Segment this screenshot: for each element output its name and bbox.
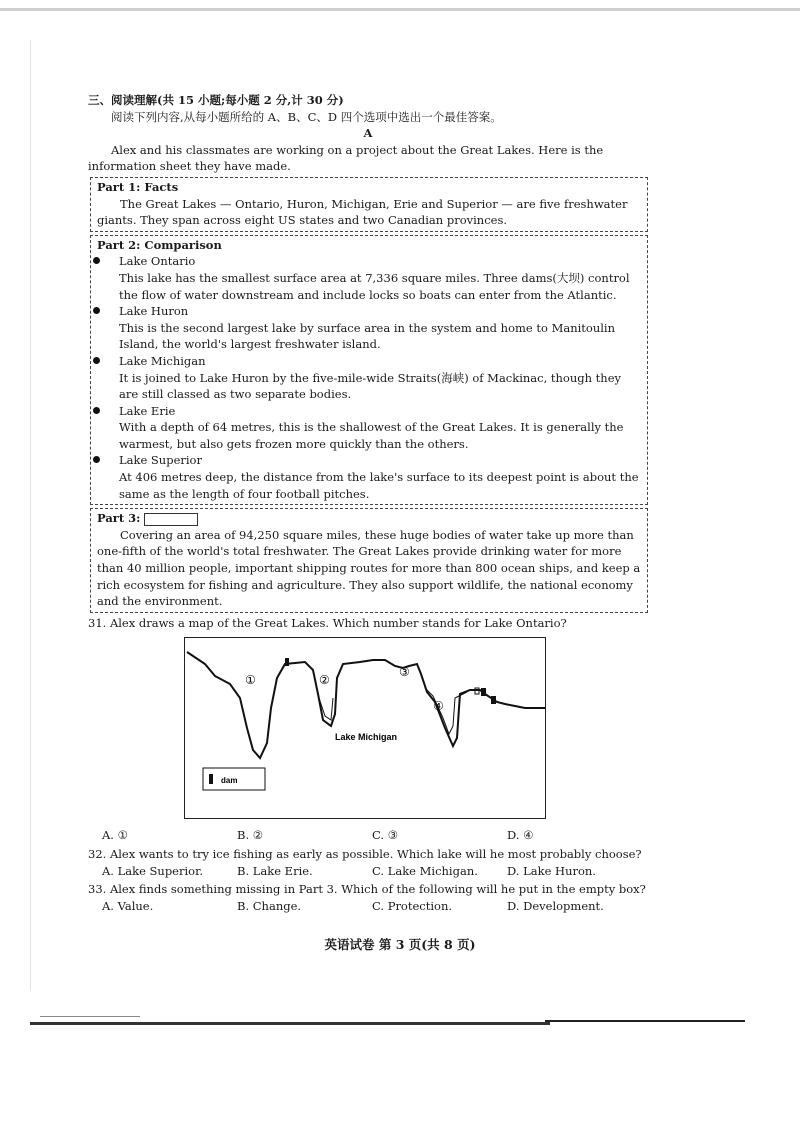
q31-option-d[interactable]: D. ④ <box>507 828 534 843</box>
question-31-options <box>88 827 648 844</box>
lake-profile-inner-line <box>425 688 467 734</box>
scan-left-edge <box>30 40 31 990</box>
q31-option-a[interactable]: A. ① <box>102 828 128 843</box>
q31-option-b[interactable]: B. ② <box>237 828 264 843</box>
legend-dam-icon <box>209 774 213 784</box>
lake-name: Lake Superior <box>119 453 202 468</box>
lake-item-michigan <box>97 353 641 403</box>
q32-option-d[interactable]: D. Lake Huron. <box>507 863 596 878</box>
map-label-2: ② <box>319 673 330 688</box>
part3-text: Covering an area of 94,250 square miles, these huge bodies of water take up more than one-fifth of the world's total freshwater. The Great Lakes provide drinking water for more than 40 million people, important shipping routes for more than 800 ocean ships, and keep a rich ecosystem for fishing and agriculture. They also support wildlife, the national economy and the environment. <box>97 527 641 609</box>
part1-box <box>90 177 648 232</box>
question-33-stem: 33. Alex finds something missing in Part 3. Which of the following will he put in the empty box? <box>88 882 646 897</box>
passage-label: A <box>363 126 373 141</box>
lake-profile-line <box>187 652 545 758</box>
dam-marker <box>481 688 486 696</box>
question-32-stem: 32. Alex wants to try ice fishing as early as possible. Which lake will he most probably choose? <box>88 847 642 861</box>
part2-box <box>90 235 648 506</box>
lake-text: This is the second largest lake by surface area in the system and home to Manitoulin Island, the world's largest freshwater island. <box>119 320 615 352</box>
part3-title-text: Part 3: <box>97 511 141 526</box>
q33-option-a[interactable]: A. Value. <box>102 898 154 913</box>
lake-name: Lake Ontario <box>119 254 196 269</box>
q32-option-c[interactable]: C. Lake Michigan. <box>372 863 478 878</box>
map-lake-label: Lake Michigan <box>335 732 398 743</box>
scan-artifact-line <box>545 1020 745 1022</box>
lake-text: At 406 metres deep, the distance from the lake's surface to its deepest point is about the same as the length of four football pitches. <box>119 470 639 501</box>
great-lakes-map <box>184 637 546 819</box>
bullet-icon <box>93 456 100 463</box>
part3-box <box>90 508 648 613</box>
bullet-icon <box>93 357 100 364</box>
part3-title <box>97 510 641 527</box>
empty-title-box <box>144 513 198 526</box>
scan-artifact-line <box>30 1022 550 1025</box>
dam-marker <box>285 658 289 666</box>
map-label-4: ④ <box>433 699 444 714</box>
question-33-options <box>88 898 648 915</box>
bullet-icon <box>93 407 100 414</box>
q33-option-d[interactable]: D. Development. <box>507 898 604 913</box>
lake-item-huron <box>97 303 641 353</box>
part2-title: Part 2: Comparison <box>97 237 222 252</box>
part1-text: The Great Lakes — Ontario, Huron, Michigan, Erie and Superior — are five freshwater giants. They span across eight US states and two Canadian provinces. <box>97 196 628 228</box>
lake-name: Lake Michigan <box>119 353 206 368</box>
question-31-stem: 31. Alex draws a map of the Great Lakes. Which number stands for Lake Ontario? <box>88 615 567 630</box>
map-label-3: ③ <box>399 665 410 680</box>
lake-text: With a depth of 64 metres, this is the shallowest of the Great Lakes. It is generally the warmest, but also gets frozen more quickly than the others. <box>119 420 624 451</box>
lake-text: This lake has the smallest surface area at 7,336 square miles. Three dams(大坝) control the flow of water downstream and include locks so boats can enter from the Atlantic. <box>119 270 630 302</box>
passage-intro: Alex and his classmates are working on a project about the Great Lakes. Here is the information sheet they have made. <box>88 142 604 174</box>
bullet-icon <box>93 257 100 264</box>
lake-name: Lake Huron <box>119 304 189 319</box>
lake-list <box>97 253 641 502</box>
question-32-options <box>88 863 648 880</box>
q32-option-b[interactable]: B. Lake Erie. <box>237 863 313 878</box>
lake-name: Lake Erie <box>119 403 176 418</box>
section-instruction: 阅读下列内容,从每小题所给的 A、B、C、D 四个选项中选出一个最佳答案。 <box>111 109 502 124</box>
exam-page <box>88 92 648 914</box>
lake-item-superior <box>97 452 641 502</box>
map-label-1: ① <box>245 673 256 688</box>
q32-option-a[interactable]: A. Lake Superior. <box>102 863 203 878</box>
dam-marker <box>491 696 496 704</box>
q33-option-b[interactable]: B. Change. <box>237 898 302 913</box>
section-heading: 三、阅读理解(共 15 小题;每小题 2 分,计 30 分) <box>88 93 344 107</box>
lake-item-erie <box>97 403 641 453</box>
part1-title: Part 1: Facts <box>97 179 179 194</box>
page-footer: 英语试卷 第 3 页(共 8 页) <box>324 937 476 952</box>
scan-artifact-line <box>40 1016 140 1017</box>
lake-item-ontario <box>97 253 641 303</box>
q31-option-c[interactable]: C. ③ <box>372 828 399 843</box>
lake-text: It is joined to Lake Huron by the five-mile-wide Straits(海峡) of Mackinac, though they are still classed as two separate bodies. <box>119 370 622 402</box>
q33-option-c[interactable]: C. Protection. <box>372 898 453 913</box>
scan-top-edge <box>0 8 800 11</box>
bullet-icon <box>93 307 100 314</box>
lake-depth-profile <box>185 638 545 818</box>
map-legend-text: dam <box>221 776 238 786</box>
